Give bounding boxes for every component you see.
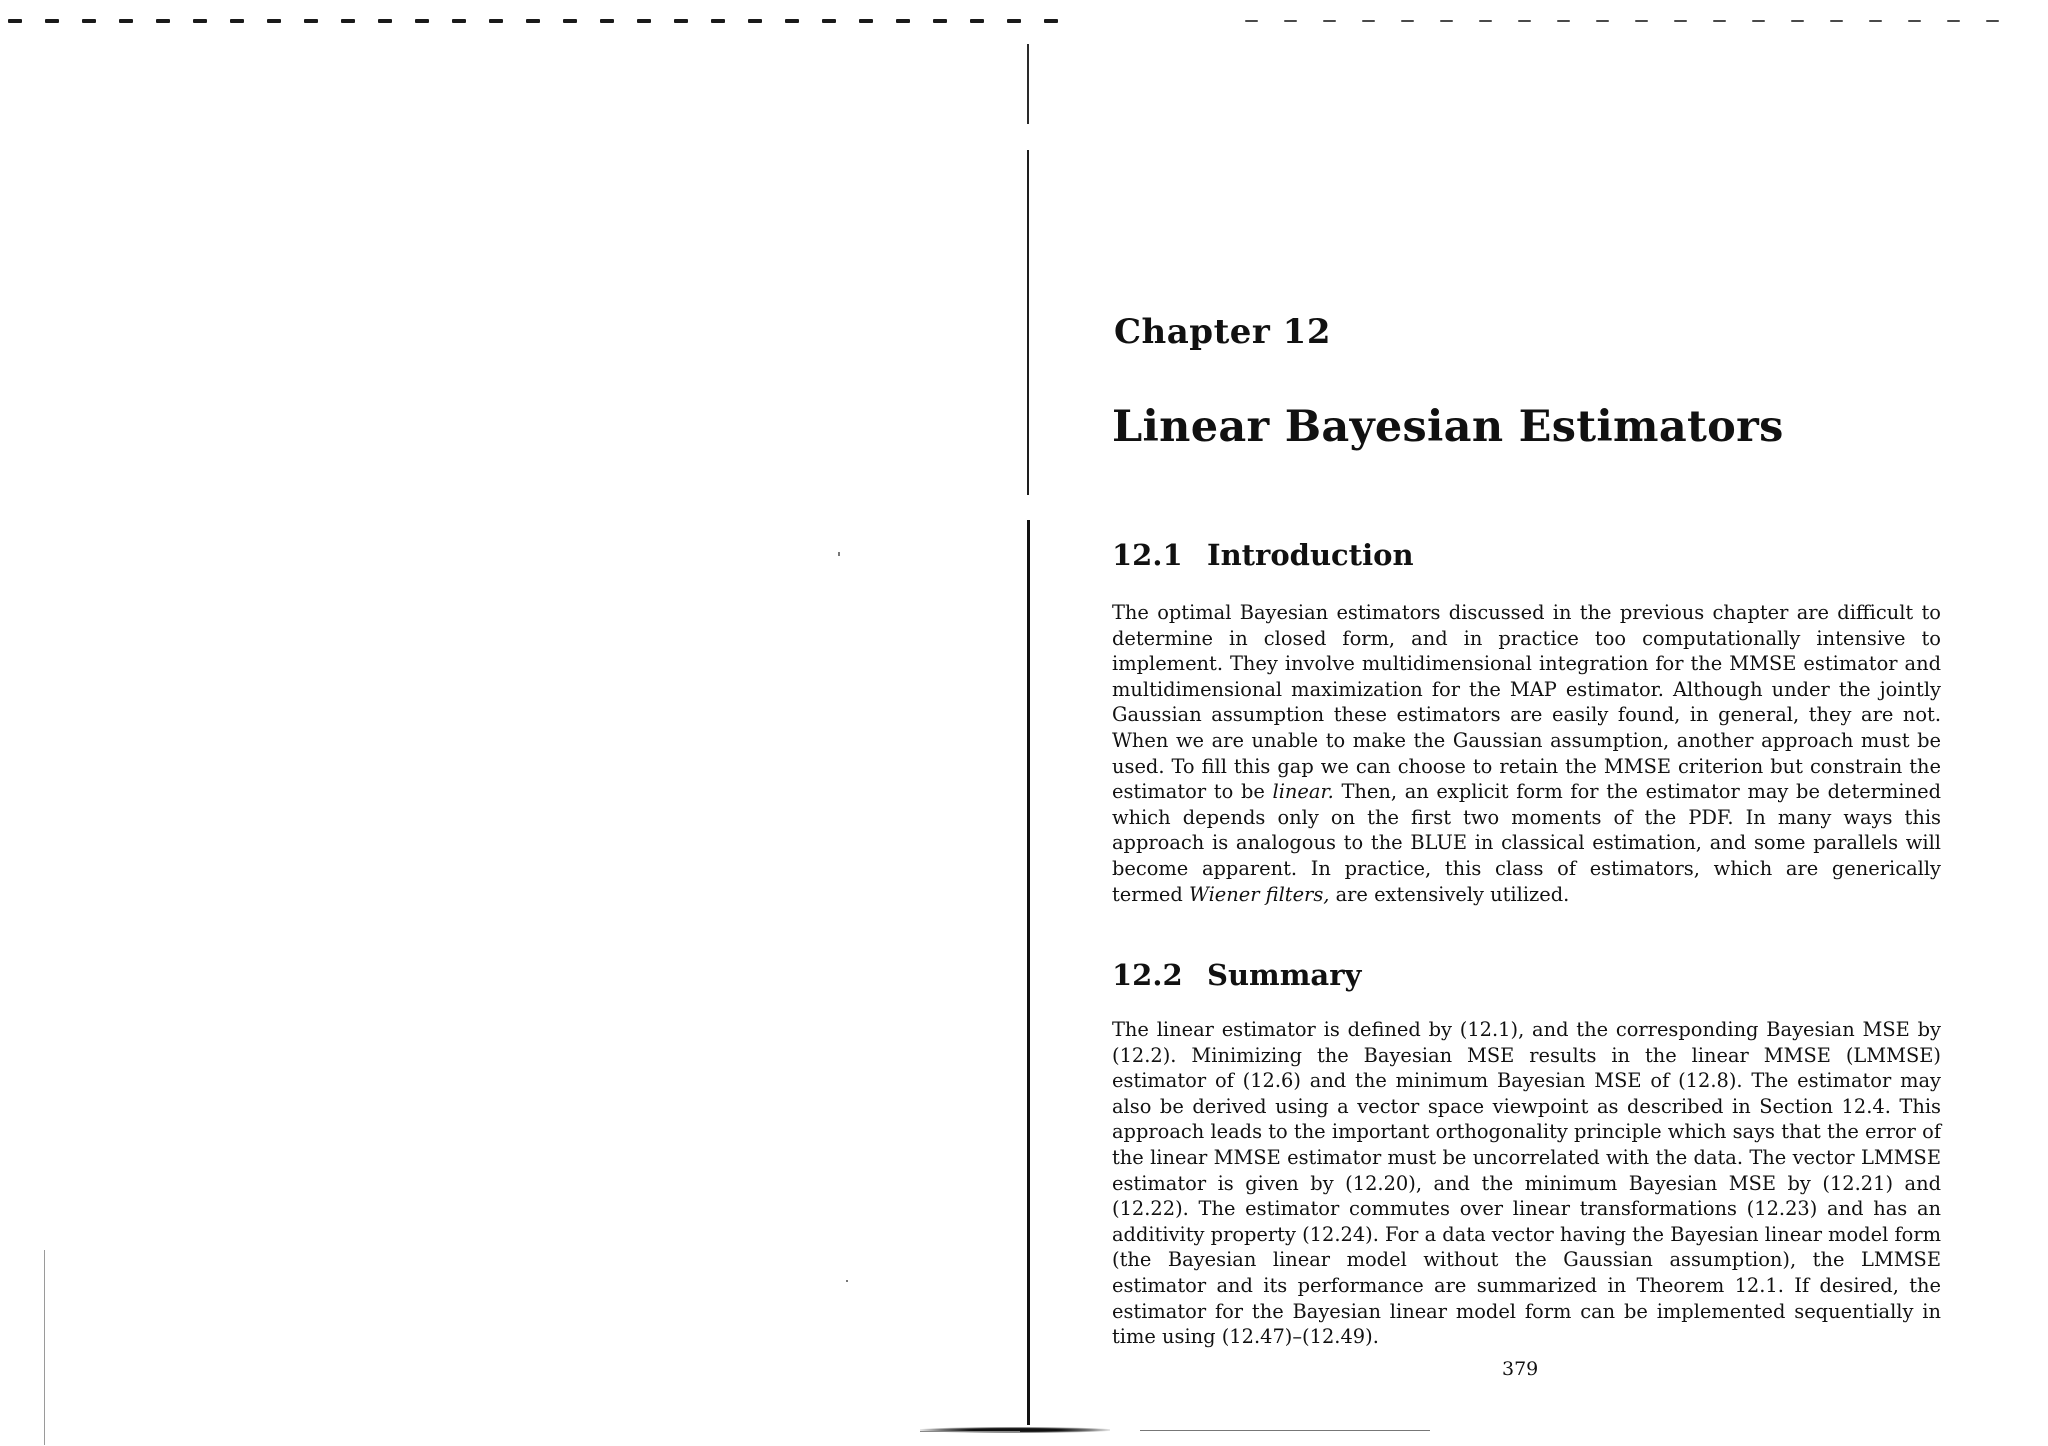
- scan-dash: [1752, 20, 1765, 22]
- scan-left-margin-line: [44, 1250, 45, 1445]
- scan-speck: [846, 1280, 848, 1282]
- section-heading-introduction: [1112, 538, 1414, 572]
- scan-dash: [1713, 20, 1726, 22]
- scan-dash: [1635, 20, 1648, 22]
- scan-dash: [119, 19, 133, 23]
- section-number: 12.2: [1112, 958, 1183, 992]
- scan-dash: [1791, 20, 1804, 22]
- section-number: 12.1: [1112, 538, 1183, 572]
- scan-dash: [1401, 20, 1414, 22]
- book-spine-shadow-top: [1027, 44, 1029, 124]
- scan-dash-row-left: [8, 18, 1098, 23]
- scan-dash: [378, 19, 392, 23]
- page-number: 379: [1502, 1358, 1539, 1380]
- section-heading-summary: [1112, 958, 1361, 992]
- scan-dash: [1245, 20, 1258, 22]
- scan-dash: [674, 19, 688, 23]
- section-title: Summary: [1207, 958, 1362, 992]
- scan-dash: [1518, 20, 1531, 22]
- scan-dash: [489, 19, 503, 23]
- emphasis-linear: linear.: [1272, 780, 1334, 804]
- introduction-paragraph: [1112, 600, 1941, 907]
- scan-dash: [267, 19, 281, 23]
- scan-dash: [970, 19, 984, 23]
- scan-dash: [415, 19, 429, 23]
- book-spine-shadow: [1027, 150, 1029, 495]
- scan-dash: [1674, 20, 1687, 22]
- scan-dash: [45, 19, 59, 23]
- section-title: Introduction: [1207, 538, 1414, 572]
- book-spine-shadow-lower: [1027, 520, 1030, 1425]
- scan-dash: [1284, 20, 1297, 22]
- scan-dash: [1869, 20, 1882, 22]
- scan-dash: [896, 19, 910, 23]
- scan-bottom-edge-right: [1140, 1430, 1430, 1431]
- scan-dash: [1479, 20, 1492, 22]
- book-spine-foot: [920, 1427, 1110, 1433]
- scan-dash: [785, 19, 799, 23]
- scan-dash: [82, 19, 96, 23]
- chapter-label: Chapter 12: [1114, 312, 1331, 352]
- scan-dash: [156, 19, 170, 23]
- scan-dash: [1557, 20, 1570, 22]
- scan-dash: [859, 19, 873, 23]
- chapter-title: Linear Bayesian Estimators: [1112, 402, 1784, 452]
- text-run: The optimal Bayesian estimators discussed in the previous chapter are difficult to determine in closed form, and in practice too computationally intensive to implement. They involve multidimensional integration for the MMSE estimator and multidimensional maximization for the MAP estimator. Although under the jointly Gaussian assumption these estimators are easily found, in general, they are not. When we are unable to make the Gaussian assumption, another approach must be used. To fill this gap we can choose to retain the MMSE criterion but constrain the estimator to be: [1112, 601, 1941, 804]
- scan-dash: [711, 19, 725, 23]
- scan-dash: [822, 19, 836, 23]
- scan-dash: [637, 19, 651, 23]
- scan-dash: [304, 19, 318, 23]
- scan-dash: [452, 19, 466, 23]
- scan-dash: [563, 19, 577, 23]
- scan-dash-row-right: [1245, 18, 2040, 23]
- scan-dash: [526, 19, 540, 23]
- scan-bottom-edge-left: [920, 1431, 1020, 1432]
- scan-dash: [1596, 20, 1609, 22]
- scan-dash: [341, 19, 355, 23]
- scan-dash: [230, 19, 244, 23]
- scan-dash: [1007, 19, 1021, 23]
- text-run: Then, an explicit form for the estimator may be determined which depends only on the first two moments of the PDF. In many ways this approach is analogous to the BLUE in classical estimation, and some parallels will become apparent. In practice, this class of estimators, which are generically termed: [1112, 780, 1942, 906]
- scan-dash: [1323, 20, 1336, 22]
- scan-dash: [193, 19, 207, 23]
- scan-dash: [1044, 19, 1058, 23]
- summary-paragraph: The linear estimator is defined by (12.1), and the corresponding Bayesian MSE by (12.2). Minimizing the Bayesian MSE results in the linear MMSE (LMMSE) estimator of (12.6) and the minimum Bayesian MSE of (12.8). The estimator may also be derived using a vector space viewpoint as described in Section 12.4. This approach leads to the important orthogonality principle which says that the error of the linear MMSE estimator must be uncorrelated with the data. The vector LMMSE estimator is given by (12.20), and the minimum Bayesian MSE by (12.21) and (12.22). The estimator commutes over linear transformations (12.23) and has an additivity property (12.24). For a data vector having the Bayesian linear model form (the Bayesian linear model without the Gaussian assumption), the LMMSE estimator and its performance are summarized in Theorem 12.1. If desired, the estimator for the Bayesian linear model form can be implemented sequentially in time using (12.47)–(12.49).: [1112, 1018, 1941, 1349]
- scan-dash: [1908, 20, 1921, 22]
- scan-dash: [1947, 20, 1960, 22]
- scan-dash: [933, 19, 947, 23]
- scan-dash: [1362, 20, 1375, 22]
- scan-speck: [838, 552, 840, 556]
- scan-dash: [1986, 20, 1999, 22]
- emphasis-wiener-filters: Wiener filters,: [1188, 882, 1330, 906]
- scan-dash: [8, 19, 22, 23]
- scan-dash: [1440, 20, 1453, 22]
- scan-dash: [600, 19, 614, 23]
- scan-dash: [748, 19, 762, 23]
- text-run: are extensively utilized.: [1329, 882, 1570, 906]
- scan-dash: [1830, 20, 1843, 22]
